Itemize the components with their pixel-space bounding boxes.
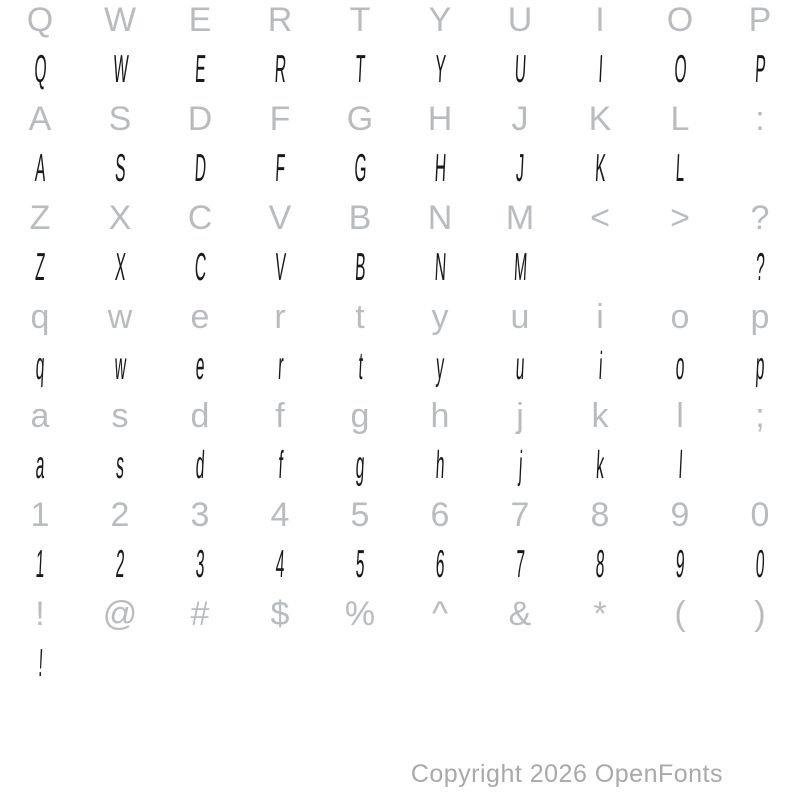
glyph-cell bbox=[560, 639, 640, 689]
specimen-glyph: B bbox=[354, 245, 367, 289]
reference-glyph: F bbox=[269, 99, 291, 138]
glyph-cell bbox=[160, 243, 240, 293]
reference-glyph: Y bbox=[428, 0, 452, 39]
glyph-cell bbox=[480, 490, 560, 540]
glyph-cell bbox=[0, 94, 80, 144]
glyph-cell bbox=[240, 441, 320, 491]
glyph-cell bbox=[720, 639, 800, 689]
reference-glyph: N bbox=[427, 198, 453, 237]
reference-glyph: : bbox=[755, 99, 765, 138]
glyph-cell bbox=[160, 144, 240, 194]
glyph-cell bbox=[80, 490, 160, 540]
specimen-glyph: J bbox=[515, 146, 526, 190]
reference-glyph: G bbox=[346, 99, 374, 138]
glyph-cell bbox=[0, 441, 80, 491]
glyph-cell bbox=[80, 193, 160, 243]
reference-glyph: 6 bbox=[430, 495, 450, 534]
glyph-cell bbox=[400, 441, 480, 491]
specimen-glyph: 5 bbox=[354, 542, 366, 586]
reference-glyph: Q bbox=[26, 0, 54, 39]
glyph-cell bbox=[80, 45, 160, 95]
specimen-glyph: s bbox=[115, 443, 126, 487]
specimen-glyph: K bbox=[594, 146, 607, 190]
reference-glyph: A bbox=[28, 99, 52, 138]
reference-glyph: u bbox=[510, 297, 530, 336]
glyph-cell bbox=[320, 292, 400, 342]
glyph-cell bbox=[560, 243, 640, 293]
specimen-glyph: 0 bbox=[754, 542, 766, 586]
specimen-glyph: Q bbox=[33, 47, 48, 91]
glyph-cell bbox=[400, 540, 480, 590]
reference-glyph: 3 bbox=[190, 495, 210, 534]
specimen-row bbox=[0, 639, 800, 689]
reference-glyph: ) bbox=[754, 594, 766, 633]
glyph-cell bbox=[0, 589, 80, 639]
glyph-cell bbox=[560, 342, 640, 392]
reference-glyph: J bbox=[511, 99, 529, 138]
glyph-cell bbox=[480, 45, 560, 95]
reference-glyph: ; bbox=[755, 396, 765, 435]
glyph-cell bbox=[320, 490, 400, 540]
specimen-glyph: q bbox=[34, 344, 46, 388]
reference-glyph: ! bbox=[35, 594, 45, 633]
reference-glyph: L bbox=[670, 99, 690, 138]
reference-glyph: P bbox=[748, 0, 772, 39]
glyph-cell bbox=[640, 45, 720, 95]
specimen-row bbox=[0, 243, 800, 293]
glyph-cell bbox=[640, 94, 720, 144]
reference-row bbox=[0, 490, 800, 540]
glyph-cell bbox=[720, 292, 800, 342]
reference-glyph: r bbox=[274, 297, 286, 336]
glyph-cell bbox=[560, 441, 640, 491]
specimen-glyph: g bbox=[354, 443, 366, 487]
specimen-glyph: P bbox=[754, 47, 767, 91]
glyph-cell bbox=[640, 540, 720, 590]
glyph-cell bbox=[480, 540, 560, 590]
specimen-glyph: T bbox=[354, 47, 367, 91]
glyph-cell bbox=[80, 391, 160, 441]
glyph-cell bbox=[240, 639, 320, 689]
reference-glyph: 5 bbox=[350, 495, 370, 534]
glyph-cell bbox=[720, 540, 800, 590]
glyph-cell bbox=[480, 441, 560, 491]
glyph-cell bbox=[480, 0, 560, 45]
glyph-cell bbox=[560, 0, 640, 45]
reference-glyph: ( bbox=[674, 594, 686, 633]
specimen-row bbox=[0, 342, 800, 392]
glyph-cell bbox=[240, 589, 320, 639]
specimen-glyph: ! bbox=[37, 641, 44, 685]
glyph-cell bbox=[320, 193, 400, 243]
glyph-cell bbox=[640, 589, 720, 639]
specimen-glyph: 8 bbox=[594, 542, 606, 586]
glyph-cell bbox=[480, 144, 560, 194]
specimen-glyph: X bbox=[114, 245, 127, 289]
glyph-cell bbox=[720, 342, 800, 392]
glyph-cell bbox=[640, 243, 720, 293]
reference-glyph: f bbox=[275, 396, 285, 435]
reference-glyph: I bbox=[595, 0, 605, 39]
specimen-glyph: R bbox=[273, 47, 288, 91]
glyph-cell bbox=[160, 589, 240, 639]
glyph-cell bbox=[560, 540, 640, 590]
reference-row bbox=[0, 193, 800, 243]
specimen-glyph: N bbox=[433, 245, 448, 289]
glyph-cell bbox=[560, 391, 640, 441]
reference-row bbox=[0, 0, 800, 45]
glyph-cell bbox=[480, 243, 560, 293]
glyph-cell bbox=[0, 193, 80, 243]
glyph-cell bbox=[320, 540, 400, 590]
glyph-cell bbox=[320, 342, 400, 392]
specimen-glyph: 1 bbox=[34, 542, 46, 586]
specimen-glyph: r bbox=[276, 344, 285, 388]
glyph-cell bbox=[80, 144, 160, 194]
glyph-cell bbox=[560, 292, 640, 342]
glyph-cell bbox=[320, 243, 400, 293]
glyph-cell bbox=[240, 292, 320, 342]
specimen-glyph: 6 bbox=[434, 542, 446, 586]
specimen-row bbox=[0, 45, 800, 95]
reference-glyph: E bbox=[188, 0, 212, 39]
reference-glyph: W bbox=[103, 0, 137, 39]
reference-glyph: Z bbox=[29, 198, 51, 237]
specimen-glyph: o bbox=[674, 344, 686, 388]
specimen-glyph: U bbox=[513, 47, 528, 91]
reference-glyph: q bbox=[30, 297, 50, 336]
glyph-cell bbox=[400, 391, 480, 441]
specimen-glyph: w bbox=[113, 344, 128, 388]
specimen-glyph: V bbox=[274, 245, 287, 289]
glyph-cell bbox=[0, 391, 80, 441]
reference-glyph: s bbox=[111, 396, 129, 435]
reference-glyph: S bbox=[108, 99, 132, 138]
glyph-cell bbox=[640, 144, 720, 194]
glyph-cell bbox=[720, 144, 800, 194]
specimen-row bbox=[0, 441, 800, 491]
specimen-glyph: 4 bbox=[274, 542, 286, 586]
glyph-cell bbox=[560, 589, 640, 639]
glyph-cell bbox=[640, 193, 720, 243]
specimen-glyph: Y bbox=[434, 47, 447, 91]
reference-glyph: l bbox=[676, 396, 684, 435]
glyph-cell bbox=[720, 193, 800, 243]
specimen-glyph: W bbox=[111, 47, 129, 91]
glyph-cell bbox=[160, 292, 240, 342]
glyph-cell bbox=[400, 45, 480, 95]
glyph-cell bbox=[240, 243, 320, 293]
glyph-cell bbox=[480, 193, 560, 243]
reference-glyph: > bbox=[670, 198, 690, 237]
glyph-cell bbox=[80, 292, 160, 342]
specimen-glyph: 3 bbox=[194, 542, 206, 586]
glyph-cell bbox=[560, 144, 640, 194]
reference-glyph: @ bbox=[102, 594, 138, 633]
glyph-cell bbox=[160, 193, 240, 243]
reference-glyph: & bbox=[508, 594, 532, 633]
glyph-cell bbox=[400, 144, 480, 194]
glyph-cell bbox=[160, 0, 240, 45]
glyph-cell bbox=[640, 342, 720, 392]
reference-row bbox=[0, 292, 800, 342]
glyph-cell bbox=[640, 441, 720, 491]
glyph-cell bbox=[400, 193, 480, 243]
specimen-glyph: A bbox=[34, 146, 47, 190]
glyph-cell bbox=[400, 0, 480, 45]
glyph-cell bbox=[720, 94, 800, 144]
glyph-cell bbox=[480, 639, 560, 689]
glyph-cell bbox=[400, 243, 480, 293]
specimen-glyph: C bbox=[193, 245, 208, 289]
glyph-cell bbox=[160, 94, 240, 144]
glyph-cell bbox=[720, 0, 800, 45]
reference-glyph: t bbox=[355, 297, 365, 336]
glyph-cell bbox=[320, 144, 400, 194]
glyph-cell bbox=[480, 342, 560, 392]
glyph-cell bbox=[560, 94, 640, 144]
glyph-cell bbox=[240, 193, 320, 243]
glyph-cell bbox=[80, 540, 160, 590]
glyph-cell bbox=[640, 391, 720, 441]
glyph-cell bbox=[160, 45, 240, 95]
specimen-glyph: l bbox=[677, 443, 684, 487]
glyph-cell bbox=[400, 292, 480, 342]
glyph-cell bbox=[0, 540, 80, 590]
reference-row bbox=[0, 391, 800, 441]
specimen-glyph: j bbox=[517, 443, 524, 487]
reference-glyph: 7 bbox=[510, 495, 530, 534]
specimen-glyph: h bbox=[434, 443, 446, 487]
glyph-cell bbox=[240, 144, 320, 194]
reference-glyph: y bbox=[431, 297, 449, 336]
specimen-row bbox=[0, 144, 800, 194]
reference-glyph: g bbox=[350, 396, 370, 435]
reference-glyph: D bbox=[187, 99, 213, 138]
reference-glyph: R bbox=[267, 0, 293, 39]
reference-glyph: # bbox=[190, 594, 210, 633]
reference-glyph: K bbox=[588, 99, 612, 138]
specimen-glyph: I bbox=[597, 47, 604, 91]
specimen-glyph: 9 bbox=[674, 542, 686, 586]
reference-glyph: a bbox=[30, 396, 50, 435]
glyph-cell bbox=[240, 0, 320, 45]
glyph-cell bbox=[320, 94, 400, 144]
specimen-glyph: 2 bbox=[114, 542, 126, 586]
glyph-cell bbox=[640, 639, 720, 689]
specimen-glyph: D bbox=[193, 146, 208, 190]
glyph-cell bbox=[480, 589, 560, 639]
reference-glyph: h bbox=[430, 396, 450, 435]
glyph-cell bbox=[320, 589, 400, 639]
reference-glyph: ? bbox=[750, 198, 770, 237]
glyph-cell bbox=[720, 45, 800, 95]
glyph-cell bbox=[400, 639, 480, 689]
glyph-cell bbox=[720, 589, 800, 639]
glyph-cell bbox=[400, 589, 480, 639]
specimen-glyph: 7 bbox=[514, 542, 526, 586]
reference-glyph: o bbox=[670, 297, 690, 336]
glyph-cell bbox=[640, 0, 720, 45]
reference-glyph: j bbox=[516, 396, 524, 435]
glyph-cell bbox=[240, 490, 320, 540]
reference-glyph: 4 bbox=[270, 495, 290, 534]
glyph-cell bbox=[0, 490, 80, 540]
glyph-cell bbox=[80, 441, 160, 491]
specimen-glyph: H bbox=[433, 146, 448, 190]
reference-glyph: T bbox=[349, 0, 371, 39]
specimen-glyph: S bbox=[114, 146, 127, 190]
glyph-cell bbox=[640, 292, 720, 342]
glyph-cell bbox=[720, 391, 800, 441]
reference-glyph: k bbox=[591, 396, 609, 435]
reference-glyph: w bbox=[107, 297, 133, 336]
reference-glyph: < bbox=[590, 198, 610, 237]
glyph-cell bbox=[560, 193, 640, 243]
glyph-cell bbox=[720, 441, 800, 491]
glyph-cell bbox=[320, 45, 400, 95]
glyph-cell bbox=[720, 490, 800, 540]
glyph-cell bbox=[160, 540, 240, 590]
specimen-glyph: p bbox=[754, 344, 766, 388]
glyph-cell bbox=[560, 45, 640, 95]
glyph-cell bbox=[320, 441, 400, 491]
reference-glyph: 0 bbox=[750, 495, 770, 534]
specimen-glyph: a bbox=[34, 443, 46, 487]
glyph-cell bbox=[640, 490, 720, 540]
glyph-cell bbox=[560, 490, 640, 540]
reference-glyph: H bbox=[427, 99, 453, 138]
reference-glyph: C bbox=[187, 198, 213, 237]
specimen-glyph: E bbox=[194, 47, 207, 91]
glyph-cell bbox=[400, 94, 480, 144]
glyph-cell bbox=[720, 243, 800, 293]
glyph-cell bbox=[240, 391, 320, 441]
specimen-glyph: f bbox=[277, 443, 284, 487]
glyph-cell bbox=[0, 0, 80, 45]
specimen-glyph: L bbox=[674, 146, 686, 190]
glyph-cell bbox=[80, 94, 160, 144]
reference-glyph: i bbox=[596, 297, 604, 336]
glyph-cell bbox=[160, 490, 240, 540]
reference-glyph: d bbox=[190, 396, 210, 435]
reference-glyph: 8 bbox=[590, 495, 610, 534]
glyph-cell bbox=[80, 342, 160, 392]
specimen-row bbox=[0, 540, 800, 590]
specimen-glyph: t bbox=[357, 344, 364, 388]
reference-glyph: e bbox=[190, 297, 210, 336]
specimen-glyph: G bbox=[353, 146, 368, 190]
specimen-glyph: u bbox=[514, 344, 526, 388]
reference-glyph: 2 bbox=[110, 495, 130, 534]
specimen-glyph: y bbox=[435, 344, 446, 388]
specimen-glyph: ? bbox=[754, 245, 766, 289]
specimen-glyph: F bbox=[274, 146, 287, 190]
reference-glyph: * bbox=[593, 594, 607, 633]
glyph-cell bbox=[160, 441, 240, 491]
specimen-glyph: e bbox=[194, 344, 206, 388]
glyph-cell bbox=[80, 0, 160, 45]
glyph-cell bbox=[480, 292, 560, 342]
glyph-cell bbox=[0, 243, 80, 293]
glyph-cell bbox=[400, 342, 480, 392]
glyph-cell bbox=[80, 243, 160, 293]
specimen-glyph: k bbox=[595, 443, 606, 487]
specimen-glyph: M bbox=[512, 245, 528, 289]
glyph-cell bbox=[400, 490, 480, 540]
reference-glyph: 9 bbox=[670, 495, 690, 534]
reference-glyph: $ bbox=[270, 594, 290, 633]
glyph-cell bbox=[0, 45, 80, 95]
glyph-cell bbox=[320, 0, 400, 45]
reference-glyph: O bbox=[666, 0, 694, 39]
glyph-cell bbox=[160, 639, 240, 689]
reference-glyph: 1 bbox=[30, 495, 50, 534]
glyph-cell bbox=[320, 639, 400, 689]
glyph-cell bbox=[0, 292, 80, 342]
reference-glyph: X bbox=[108, 198, 132, 237]
specimen-glyph: d bbox=[194, 443, 206, 487]
glyph-cell bbox=[160, 391, 240, 441]
specimen-glyph: Z bbox=[34, 245, 47, 289]
reference-glyph: % bbox=[344, 594, 376, 633]
copyright-text: Copyright 2026 OpenFonts bbox=[410, 760, 723, 788]
glyph-cell bbox=[480, 391, 560, 441]
glyph-cell bbox=[0, 639, 80, 689]
reference-glyph: B bbox=[348, 198, 372, 237]
reference-glyph: V bbox=[268, 198, 292, 237]
glyph-cell bbox=[240, 94, 320, 144]
reference-glyph: U bbox=[507, 0, 533, 39]
glyph-cell bbox=[480, 94, 560, 144]
glyph-cell bbox=[80, 639, 160, 689]
glyph-cell bbox=[240, 540, 320, 590]
reference-row bbox=[0, 94, 800, 144]
glyph-cell bbox=[80, 589, 160, 639]
glyph-cell bbox=[0, 144, 80, 194]
reference-glyph: ^ bbox=[432, 594, 448, 633]
specimen-glyph: O bbox=[673, 47, 688, 91]
specimen-glyph: i bbox=[597, 344, 604, 388]
reference-glyph: M bbox=[505, 198, 535, 237]
glyph-cell bbox=[320, 391, 400, 441]
glyph-cell bbox=[240, 45, 320, 95]
reference-glyph: p bbox=[750, 297, 770, 336]
glyph-cell bbox=[160, 342, 240, 392]
glyph-cell bbox=[0, 342, 80, 392]
reference-row bbox=[0, 589, 800, 639]
glyph-cell bbox=[240, 342, 320, 392]
